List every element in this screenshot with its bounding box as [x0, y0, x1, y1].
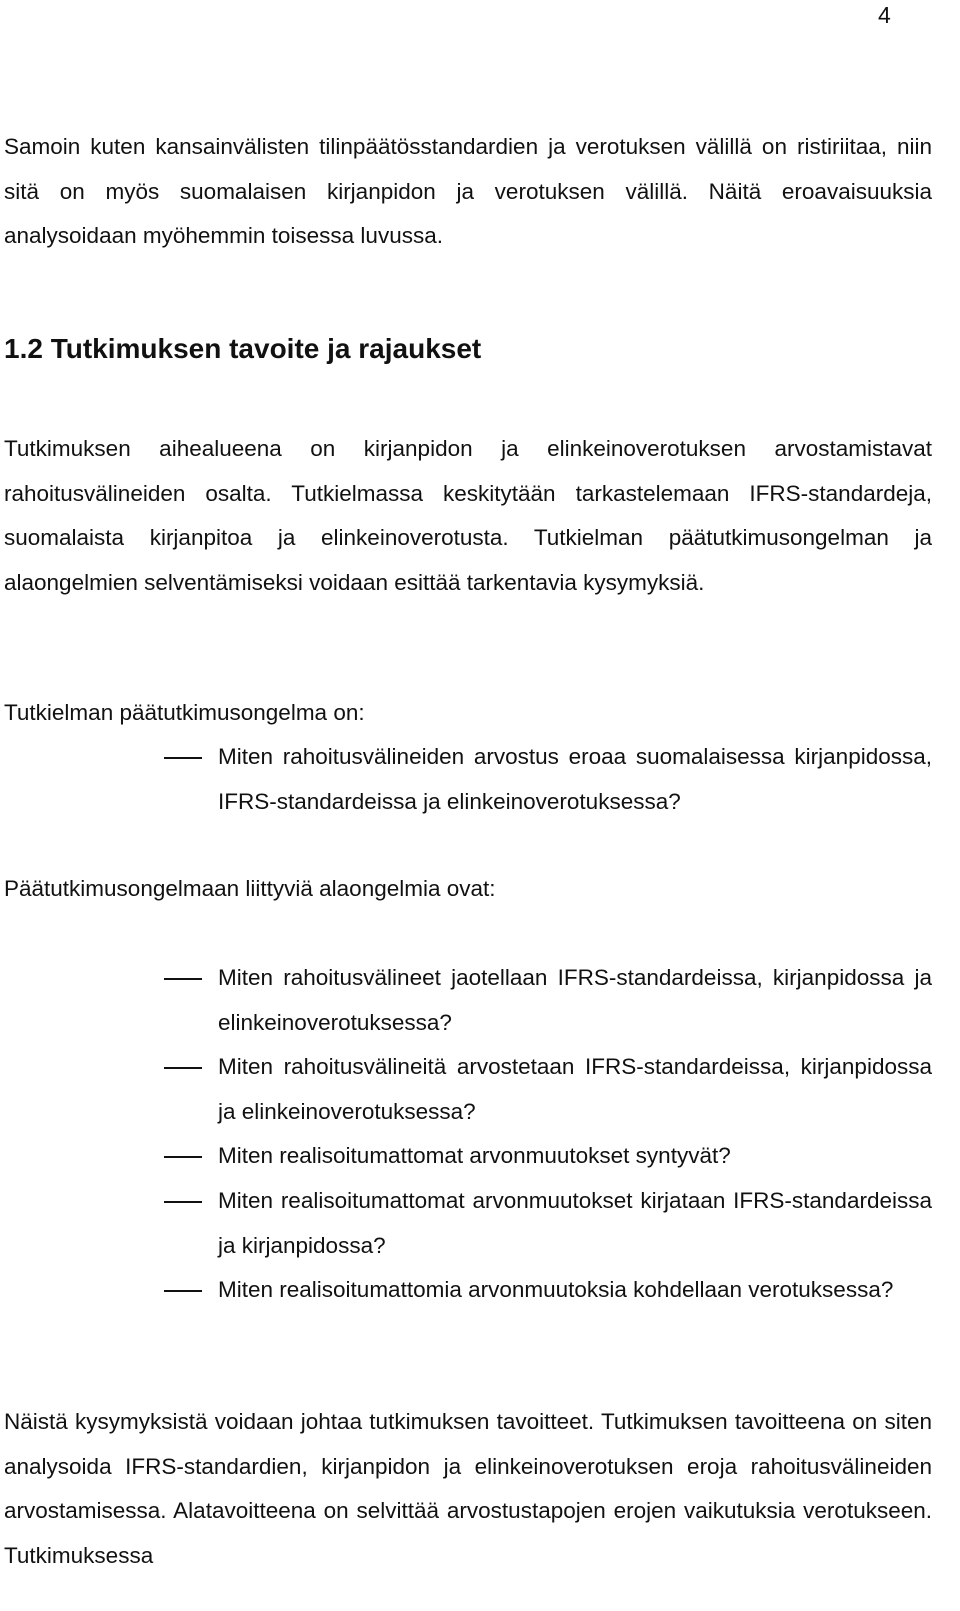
sub-problems-intro: Päätutkimusongelmaan liittyviä alaongelmia ovat: — [4, 876, 496, 901]
sub-problem-text: Miten realisoitumattomat arvonmuutokset kirjataan IFRS-standardeissa ja kirjanpidossa? — [218, 1188, 932, 1258]
dash-bullet-icon — [164, 978, 202, 980]
section-heading: 1.2 Tutkimuksen tavoite ja rajaukset — [4, 333, 482, 364]
scope-paragraph: Tutkimuksen aihealueena on kirjanpidon ja elinkeinoverotuksen arvostamistavat rahoitusvälineiden osalta. Tutkielmassa keskitytään tarkastelemaan IFRS-standardeja, suomalaista kirjanpitoa ja elinkeinoverotusta. Tutkielman päätutkimusongelman ja alaongelmien selventämiseksi voidaan esittää tarkentavia kysymyksiä. — [4, 436, 932, 595]
sub-problem-text: Miten rahoitusvälineet jaotellaan IFRS-standardeissa, kirjanpidossa ja elinkeinoverotuksessa? — [218, 965, 932, 1035]
dash-bullet-icon — [164, 1156, 202, 1158]
intro-paragraph: Samoin kuten kansainvälisten tilinpäätösstandardien ja verotuksen välillä on ristiriitaa, niin sitä on myös suomalaisen kirjanpidon ja verotuksen välillä. Näitä eroavaisuuksia analysoidaan myöhemmin toisessa luvussa. — [4, 134, 932, 249]
dash-bullet-icon — [164, 1290, 202, 1292]
dash-bullet-icon — [164, 757, 202, 759]
sub-problem-text: Miten realisoitumattomat arvonmuutokset syntyvät? — [218, 1143, 731, 1168]
dash-bullet-icon — [164, 1201, 202, 1203]
goals-paragraph: Näistä kysymyksistä voidaan johtaa tutkimuksen tavoitteet. Tutkimuksen tavoitteena on siten analysoida IFRS-standardien, kirjanpidon ja elinkeinoverotuksen eroja rahoitusvälineiden arvostamisessa. Alatavoitteena on selvittää arvostustapojen erojen vaikutuksia verotukseen. Tutkimuksessa — [4, 1409, 932, 1568]
main-problem-text: Miten rahoitusvälineiden arvostus eroaa suomalaisessa kirjanpidossa, IFRS-standardeissa ja elinkeinoverotuksessa? — [218, 744, 932, 814]
sub-problem-text: Miten rahoitusvälineitä arvostetaan IFRS-standardeissa, kirjanpidossa ja elinkeinoverotuksessa? — [218, 1054, 932, 1124]
page-number: 4 — [878, 2, 891, 28]
main-problem-intro: Tutkielman päätutkimusongelma on: — [4, 700, 365, 725]
dash-bullet-icon — [164, 1067, 202, 1069]
sub-problem-text: Miten realisoitumattomia arvonmuutoksia kohdellaan verotuksessa? — [218, 1277, 894, 1302]
